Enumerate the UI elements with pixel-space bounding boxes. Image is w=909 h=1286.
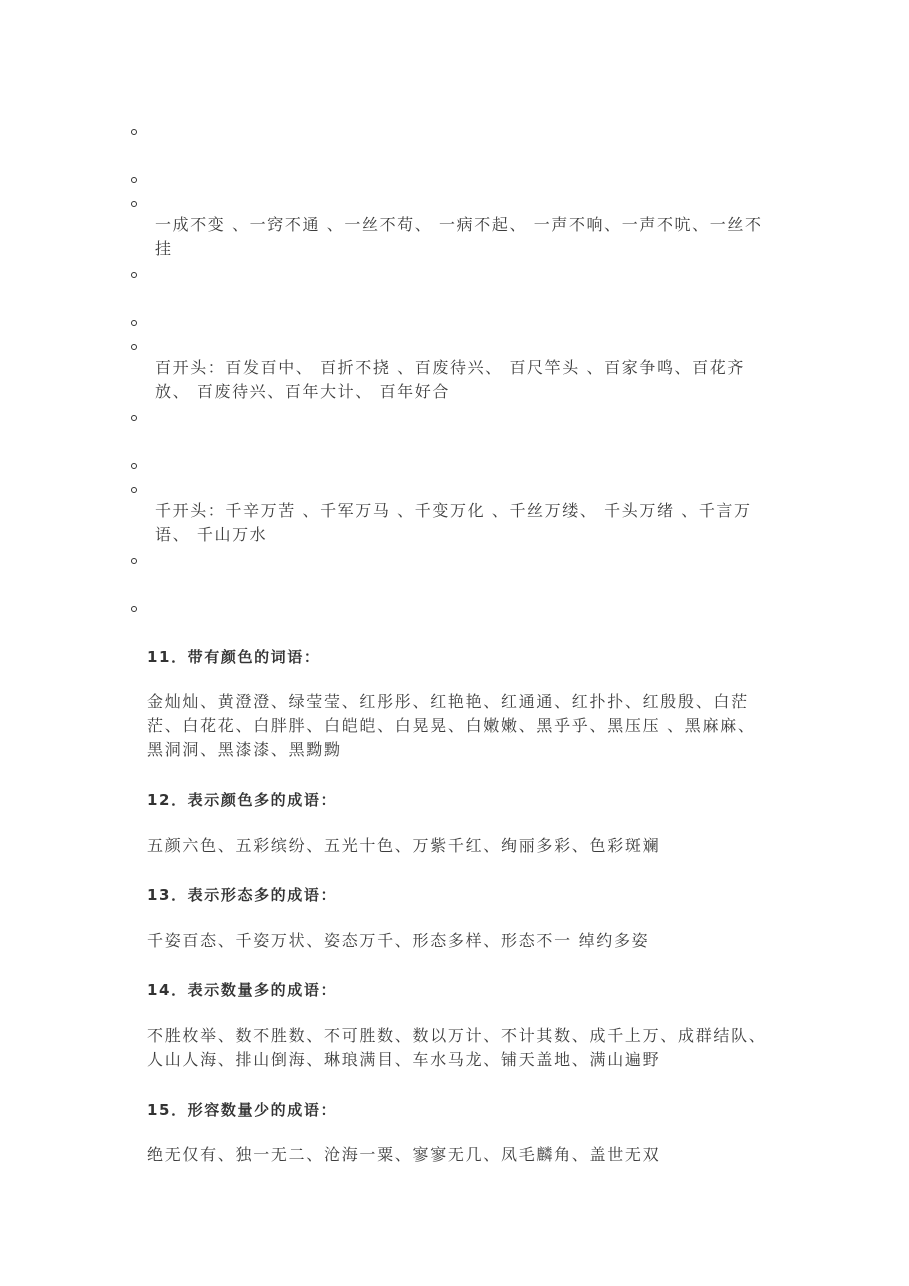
section-body: 金灿灿、黄澄澄、绿莹莹、红彤彤、红艳艳、红通通、红扑扑、红殷殷、白茫茫、白花花、白胖胖、白皑皑、白晃晃、白嫩嫩、黑乎乎、黑压压 、黑麻麻、黑洞洞、黑漆漆、黑黝黝 (147, 692, 756, 759)
bullet-marker (131, 177, 137, 183)
bullet-marker (131, 463, 137, 469)
bullet-marker (131, 201, 137, 207)
idiom-list-yi: 一成不变 、一窍不通 、一丝不苟、 一病不起、 一声不响、一声不吭、一丝不挂 (155, 215, 763, 258)
bullet-marker (131, 558, 137, 564)
section-heading: 11．带有颜色的词语： (147, 648, 321, 666)
section-heading: 12．表示颜色多的成语： (147, 791, 338, 809)
idiom-list-qian: 千开头：千辛万苦 、千军万马 、千变万化 、千丝万缕、 千头万绪 、千言万语、 千山万水 (155, 501, 752, 544)
bullet-marker (131, 129, 137, 135)
bullet-marker (131, 320, 137, 326)
bullet-marker (131, 415, 137, 421)
bullet-marker (131, 272, 137, 278)
section-heading: 13．表示形态多的成语： (147, 886, 338, 904)
section-heading: 14．表示数量多的成语： (147, 981, 338, 999)
section-body: 不胜枚举、数不胜数、不可胜数、数以万计、不计其数、成千上万、成群结队、人山人海、排山倒海、琳琅满目、车水马龙、铺天盖地、满山遍野 (147, 1026, 767, 1069)
section-body: 五颜六色、五彩缤纷、五光十色、万紫千红、绚丽多彩、色彩斑斓 (147, 836, 661, 855)
bullet-marker (131, 606, 137, 612)
bullet-marker (131, 344, 137, 350)
idiom-list-bai: 百开头：百发百中、 百折不挠 、百废待兴、 百尺竿头 、百家争鸣、百花齐放、 百废待兴、百年大计、 百年好合 (155, 358, 745, 401)
section-heading: 15．形容数量少的成语： (147, 1101, 338, 1119)
bullet-marker (131, 487, 137, 493)
section-body: 绝无仅有、独一无二、沧海一粟、寥寥无几、凤毛麟角、盖世无双 (147, 1145, 661, 1164)
section-body: 千姿百态、千姿万状、姿态万千、形态多样、形态不一 绰约多姿 (147, 931, 650, 950)
